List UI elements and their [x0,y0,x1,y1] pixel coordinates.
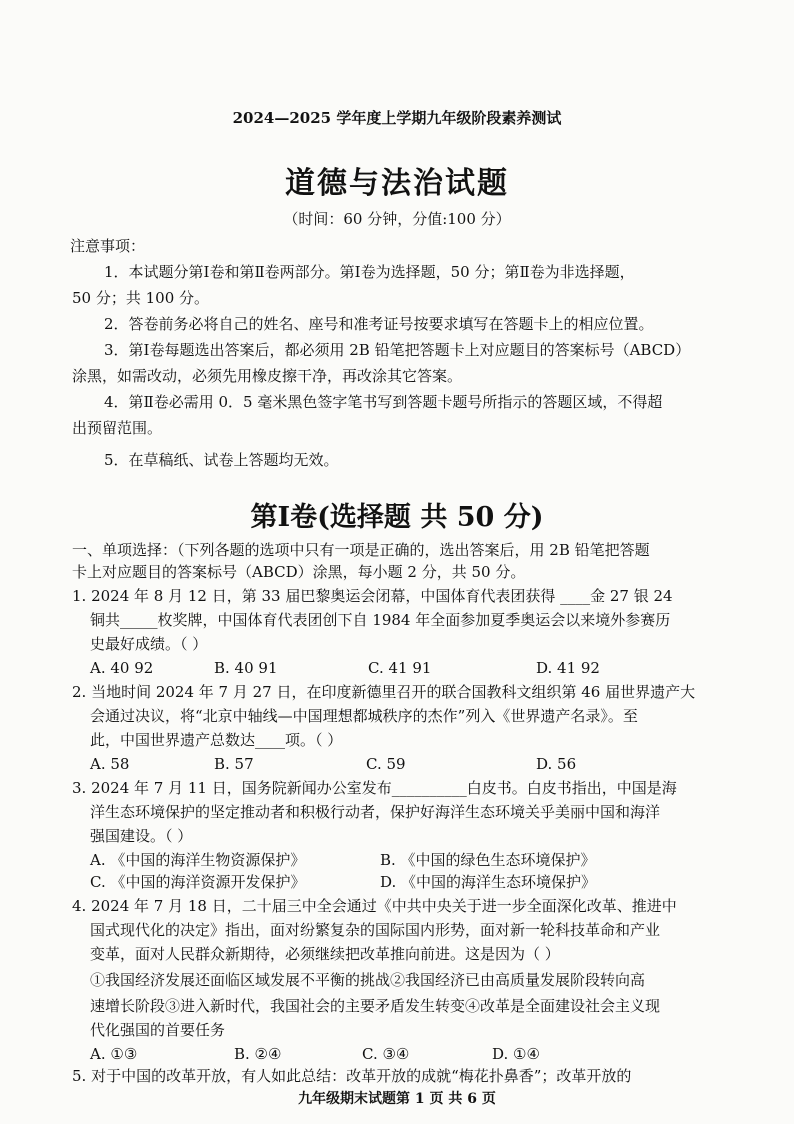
option-a: A. 40 92 [90,659,154,677]
exam-subtitle: （时间：60 分钟，分值:100 分） [283,210,511,228]
section-title: 第Ⅰ卷(选择题 共 50 分) [250,502,544,533]
question-line: 洋生态环境保护的坚定推动者和积极行动者，保护好海洋生态环境关乎美丽中国和海洋 [90,803,661,821]
question-line: 2. 当地时间 2024 年 7 月 27 日，在印度新德里召开的联合国教科文组织第 46 届世界遗产大 [72,683,696,701]
question-line: 1. 2024 年 8 月 12 日，第 33 届巴黎奥运会闭幕，中国体育代表团获得 ____金 27 银 24 [72,587,673,605]
section-instruction: 卡上对应题目的答案标号（ABCD）涂黑，每小题 2 分，共 50 分。 [72,563,526,581]
option-b: B. 40 91 [214,659,278,677]
notes-line: 3．第Ⅰ卷每题选出答案后，都必须用 2B 铅笔把答题卡上对应题目的答案标号（ABCD） [104,341,691,359]
notes-line: 出预留范围。 [72,419,163,437]
notes-line: 1．本试题分第Ⅰ卷和第Ⅱ卷两部分。第Ⅰ卷为选择题，50 分；第Ⅱ卷为非选择题， [104,263,635,281]
option-b: B. ②④ [234,1045,282,1063]
question-line: 铜共_____枚奖牌，中国体育代表团创下自 1984 年全面参加夏季奥运会以来境外参赛历 [90,611,671,629]
exam-main-title: 道德与法治试题 [285,166,509,201]
question-line: 4. 2024 年 7 月 18 日，二十届三中全会通过《中共中央关于进一步全面深化改革、推进中 [72,897,677,915]
question-line: 强国建设。（ ） [90,827,193,845]
option-b: B. 57 [214,755,254,773]
question-line: 代化强国的首要任务 [90,1021,226,1039]
notes-line: 涂黑，如需改动，必须先用橡皮擦干净，再改涂其它答案。 [72,367,463,385]
question-line: ①我国经济发展还面临区域发展不平衡的挑战②我国经济已由高质量发展阶段转向高 [90,971,646,989]
question-line: 5. 对于中国的改革开放，有人如此总结：改革开放的成就“梅花扑鼻香”；改革开放的 [72,1067,632,1085]
option-c: C. ③④ [362,1045,410,1063]
option-c: C. 41 91 [368,659,432,677]
question-line: 变革，面对人民群众新期待，必须继续把改革推向前进。这是因为（ ） [90,945,560,963]
option-c: C. 59 [366,755,406,773]
section-instruction: 一、单项选择：（下列各题的选项中只有一项是正确的，选出答案后，用 2B 铅笔把答题 [72,541,650,559]
option-a: A. 《中国的海洋生物资源保护》 [90,851,306,869]
question-line: 会通过决议，将“北京中轴线—中国理想都城秩序的杰作”列入《世界遗产名录》。至 [90,707,638,725]
option-c: C. 《中国的海洋资源开发保护》 [90,873,306,891]
option-b: B. 《中国的绿色生态环境保护》 [380,851,596,869]
notes-line: 5．在草稿纸、试卷上答题均无效。 [104,451,339,469]
option-a: A. 58 [90,755,130,773]
exam-top-title: 2024—2025 学年度上学期九年级阶段素养测试 [232,109,562,127]
question-line: 国式现代化的决定》指出，面对纷繁复杂的国际国内形势，面对新一轮科技革命和产业 [90,921,661,939]
notes-line: 4．第Ⅱ卷必需用 0．5 毫米黑色签字笔书写到答题卡题号所指示的答题区域，不得超 [104,393,663,411]
option-d: D. 41 92 [536,659,600,677]
notes-line: 50 分；共 100 分。 [72,289,210,307]
option-a: A. ①③ [90,1045,138,1063]
option-d: D. 56 [536,755,577,773]
notes-line: 2．答卷前务必将自己的姓名、座号和准考证号按要求填写在答题卡上的相应位置。 [104,315,654,333]
page-footer: 九年级期末试题第 1 页 共 6 页 [298,1091,496,1107]
question-line: 速增长阶段③进入新时代，我国社会的主要矛盾发生转变④改革是全面建设社会主义现 [90,997,661,1015]
question-line: 3. 2024 年 7 月 11 日，国务院新闻办公室发布__________白皮书。白皮书指出，中国是海 [72,779,677,797]
option-d: D. 《中国的海洋生态环境保护》 [380,873,597,891]
notes-heading: 注意事项： [70,237,146,255]
question-line: 史最好成绩。（ ） [90,635,208,653]
option-d: D. ①④ [492,1045,540,1063]
question-line: 此，中国世界遗产总数达____项。（ ） [90,731,343,749]
